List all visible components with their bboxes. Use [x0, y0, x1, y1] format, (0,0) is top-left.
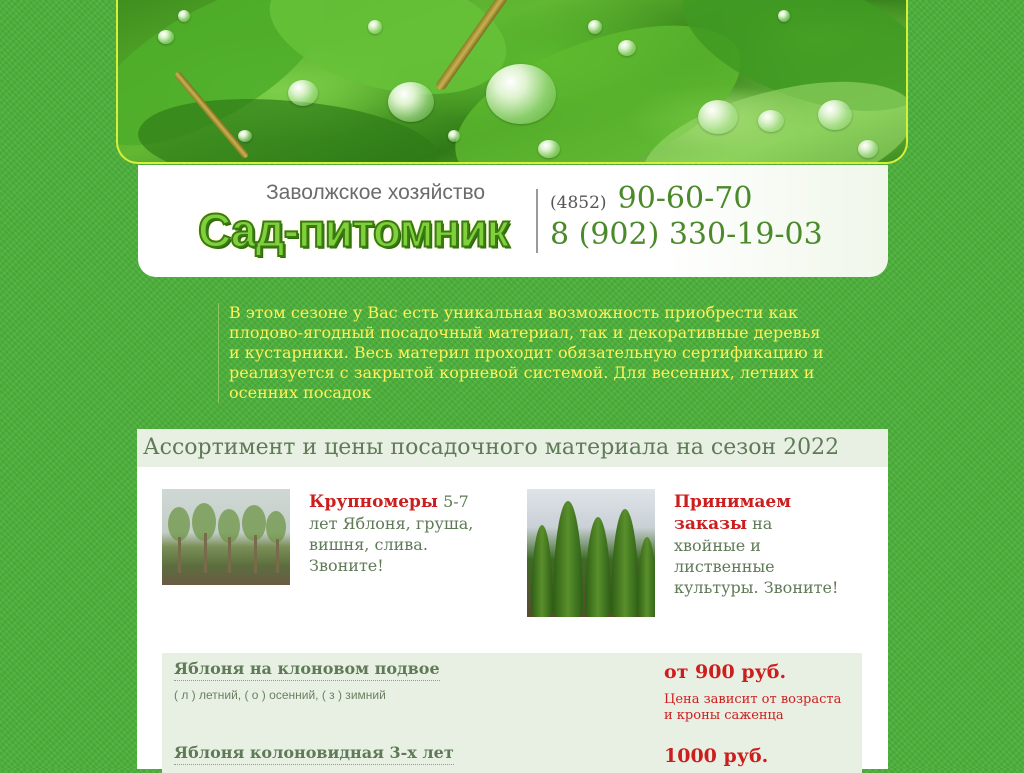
phone-mobile[interactable]: 8 (902) 330-19-03	[550, 217, 823, 252]
promo-large-trees	[309, 491, 489, 576]
header-divider	[536, 189, 538, 253]
promo-orders	[674, 491, 844, 598]
site-logo[interactable]: Сад-питомник	[198, 203, 509, 257]
header-banner-image	[116, 0, 908, 164]
conifers-photo[interactable]	[527, 489, 655, 617]
phone-main[interactable]	[550, 181, 752, 216]
item-apple-clonal-price: от 900 руб.	[664, 661, 787, 683]
promo-orders-text: на хвойные и лиственные культуры. Звоните!	[674, 514, 839, 597]
item-apple-clonal-note: Цена зависит от возраста и кроны саженца	[664, 692, 842, 723]
phone-code: (4852)	[550, 193, 607, 213]
orchard-photo[interactable]	[162, 489, 290, 585]
item-apple-clonal-link[interactable]: Яблоня на клоновом подвое	[174, 659, 440, 681]
phone-number: 90-60-70	[617, 181, 753, 216]
promo-orders-highlight: Принимаем заказы	[674, 492, 791, 534]
item-apple-clonal-legend: ( л ) летний, ( о ) осенний, ( з ) зимний	[174, 688, 386, 702]
item-apple-columnar-price: 1000 руб.	[664, 745, 769, 767]
site-header	[138, 165, 888, 277]
price-list	[162, 653, 862, 773]
intro-text: В этом сезоне у Вас есть уникальная возможность приобрести как плодово-ягодный посадочный материал, так и декоративные деревья и кустарники. Весь материл проходит обязательную сертификацию и реализуется с закрытой корневой системой. Для весенних, летних и осенних посадок	[218, 303, 829, 403]
promo-large-trees-text: 5-7 лет Яблоня, груша, вишня, слива. Звоните!	[309, 492, 474, 575]
promo-large-trees-highlight: Крупномеры	[309, 492, 438, 512]
assortment-title: Ассортимент и цены посадочного материала на сезон 2022	[137, 429, 888, 467]
site-subtitle: Заволжское хозяйство	[266, 181, 486, 204]
item-apple-columnar-link[interactable]: Яблоня колоновидная 3-х лет	[174, 743, 454, 765]
